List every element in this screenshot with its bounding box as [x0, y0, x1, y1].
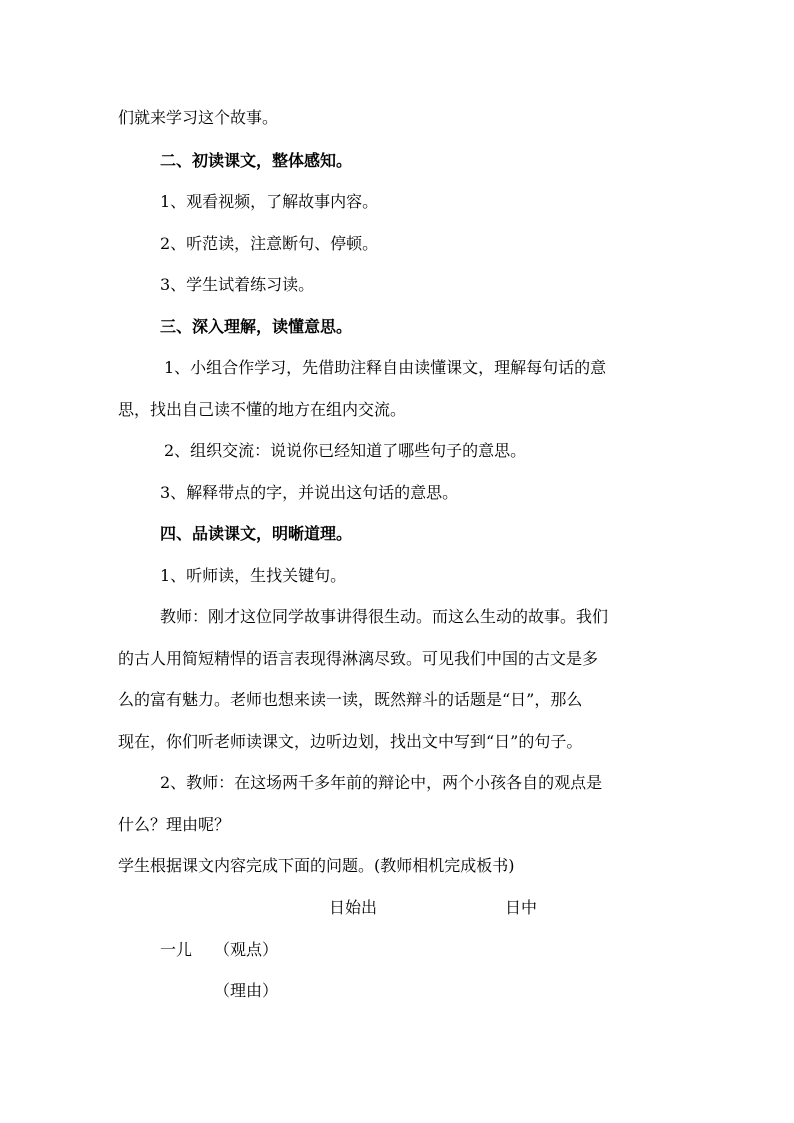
section-heading: 三、深入理解，读懂意思。 — [160, 317, 353, 336]
text-line: 思，找出自己读不懂的地方在组内交流。 — [118, 400, 407, 419]
board-viewpoint-label: （观点） — [214, 940, 279, 959]
text-line: 什么？理由呢？ — [118, 815, 231, 834]
board-column-header: 日中 — [505, 898, 538, 917]
list-item: 1、听师读，生找关键句。 — [160, 566, 347, 585]
board-column-header: 日始出 — [329, 898, 378, 917]
paragraph-line: 教师：刚才这位同学故事讲得很生动。而这么生动的故事。我们 — [160, 607, 609, 626]
paragraph-line: 的古人用简短精悍的语言表现得淋漓尽致。可见我们中国的古文是多 — [118, 649, 599, 668]
board-row-label: 一儿 — [160, 940, 193, 959]
list-item: 3、解释带点的字，并说出这句话的意思。 — [160, 483, 459, 502]
list-item: 1、观看视频，了解故事内容。 — [160, 192, 379, 211]
paragraph-line: 么的富有魅力。老师也想来读一读，既然辩斗的话题是“日”，那么 — [118, 690, 583, 709]
list-item: 1、小组合作学习，先借助注释自由读懂课文，理解每句话的意 — [164, 358, 607, 377]
list-item: 3、学生试着练习读。 — [160, 275, 315, 294]
list-item: 2、听范读，注意断句、停顿。 — [160, 234, 379, 253]
text-line: 们就来学习这个故事。 — [118, 108, 279, 127]
section-heading: 二、初读课文，整体感知。 — [160, 151, 353, 170]
section-heading: 四、品读课文，明晰道理。 — [160, 524, 353, 543]
list-item: 2、组织交流：说说你已经知道了哪些句子的意思。 — [164, 441, 527, 460]
board-reason-label: （理由） — [214, 981, 279, 1000]
list-item: 2、教师：在这场两千多年前的辩论中，两个小孩各自的观点是 — [160, 773, 603, 792]
paragraph-line: 现在，你们听老师读课文，边听边划，找出文中写到“日”的句子。 — [118, 732, 583, 751]
text-line: 学生根据课文内容完成下面的问题。(教师相机完成板书) — [118, 856, 515, 875]
